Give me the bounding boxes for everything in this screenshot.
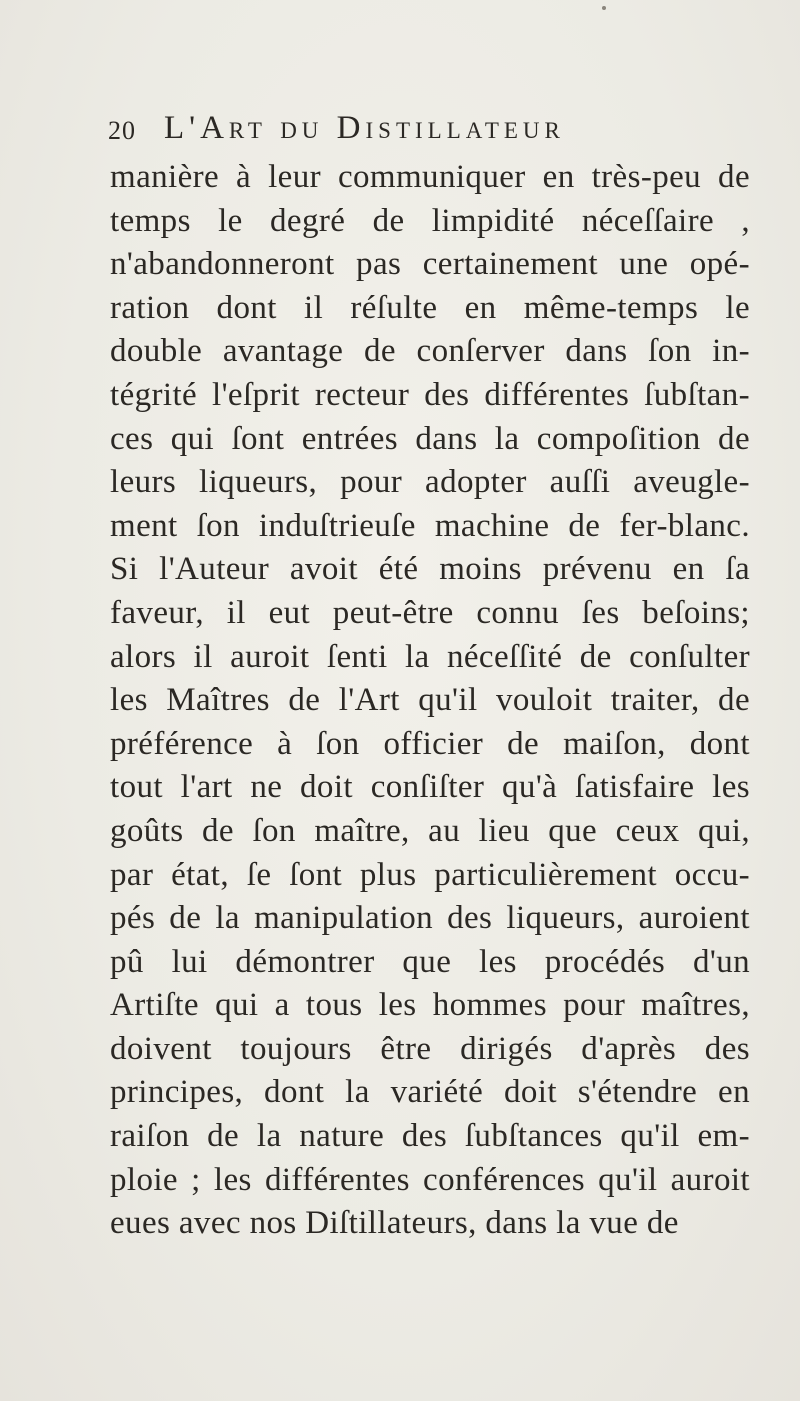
text-line: goûts de ſon maître, au lieu que ceux qui, bbox=[110, 812, 750, 849]
page-header bbox=[108, 110, 748, 150]
text-line: les Maîtres de l'Art qu'il vouloit traiter, de bbox=[110, 682, 750, 719]
text-line: pû lui démontrer que les procédés d'un bbox=[110, 943, 750, 980]
text-line: Si l'Auteur avoit été moins prévenu en ſa bbox=[110, 551, 750, 588]
text-line: faveur, il eut peut-être connu ſes beſoins; bbox=[110, 594, 750, 631]
text-line: ment ſon induſtrieuſe machine de fer-blanc. bbox=[110, 507, 750, 544]
text-line: ploie ; les différentes conférences qu'il auroit bbox=[110, 1161, 750, 1198]
text-line: principes, dont la variété doit s'étendre en bbox=[110, 1074, 750, 1111]
body-text bbox=[110, 156, 750, 1246]
page-number: 20 bbox=[108, 116, 136, 145]
text-line: n'abandonneront pas certainement une opé- bbox=[110, 246, 750, 283]
text-line: pés de la manipulation des liqueurs, auroient bbox=[110, 900, 750, 937]
text-line: ces qui ſont entrées dans la compoſition de bbox=[110, 420, 750, 457]
text-line: doivent toujours être dirigés d'après des bbox=[110, 1030, 750, 1067]
text-line: temps le degré de limpidité néceſſaire , bbox=[110, 202, 750, 239]
text-line: ration dont il réſulte en même-temps le bbox=[110, 289, 750, 326]
text-line: tout l'art ne doit conſiſter qu'à ſatisfaire les bbox=[110, 769, 750, 806]
text-line: manière à leur communiquer en très-peu de bbox=[110, 159, 750, 195]
ink-speck bbox=[602, 6, 606, 10]
text-line: préférence à ſon officier de maiſon, dont bbox=[110, 725, 750, 762]
text-line: par état, ſe ſont plus particulièrement occu- bbox=[110, 856, 750, 893]
text-line: alors il auroit ſenti la néceſſité de conſulter bbox=[110, 638, 750, 675]
text-line: eues avec nos Diſtillateurs, dans la vue de bbox=[110, 1205, 679, 1242]
text-line: tégrité l'eſprit recteur des différentes ſubſtan- bbox=[110, 376, 750, 413]
text-line: leurs liqueurs, pour adopter auſſi aveugle- bbox=[110, 464, 750, 501]
text-line: double avantage de conſerver dans ſon in- bbox=[110, 333, 750, 370]
text-line: Artiſte qui a tous les hommes pour maîtres, bbox=[110, 987, 750, 1024]
text-line: raiſon de la nature des ſubſtances qu'il em- bbox=[110, 1118, 750, 1155]
running-title: L'Art du Distillateur bbox=[164, 110, 565, 146]
